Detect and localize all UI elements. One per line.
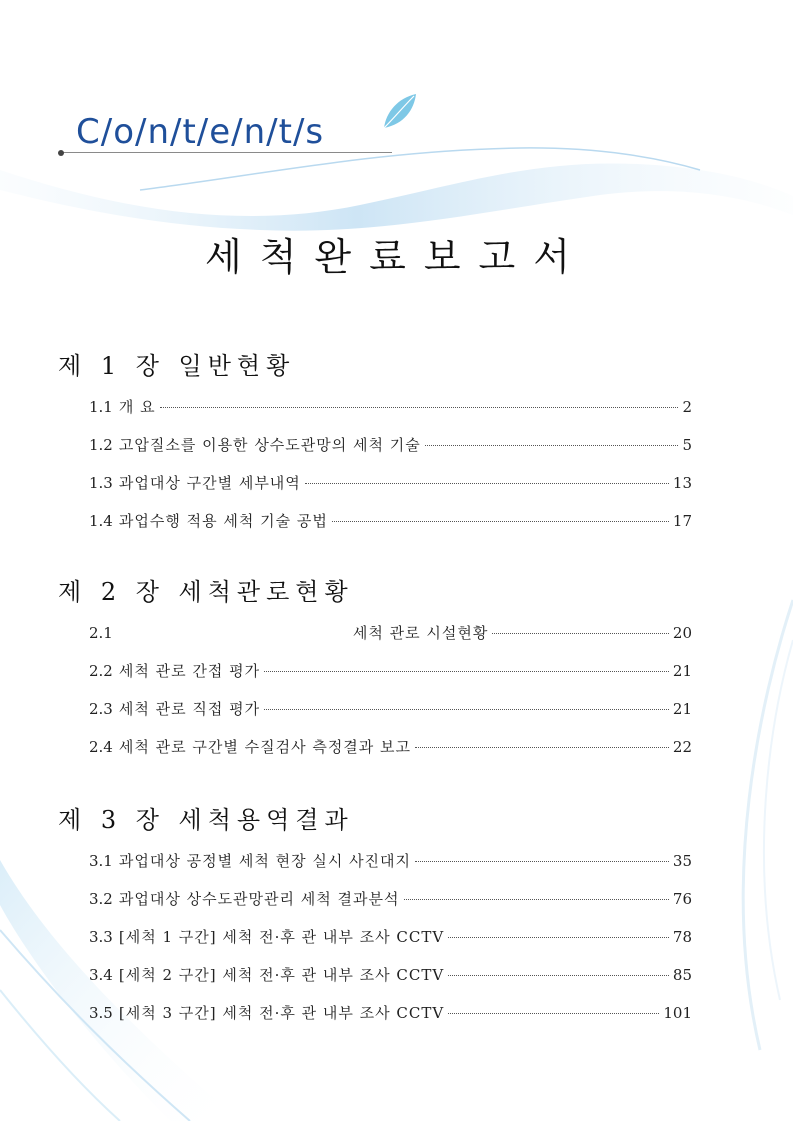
toc-entry[interactable] <box>89 1002 692 1026</box>
dot-leader <box>415 861 669 862</box>
entry-page: 35 <box>672 852 692 870</box>
toc-entry[interactable] <box>89 926 692 950</box>
entry-label: [세척 3 구간] 세척 전·후 관 내부 조사 CCTV <box>118 1004 445 1022</box>
toc-entry[interactable] <box>89 964 692 988</box>
dot-leader <box>332 521 669 522</box>
entry-label: 세척 관로 구간별 수질검사 측정결과 보고 <box>118 738 412 756</box>
entry-label: 과업대상 구간별 세부내역 <box>118 474 301 492</box>
entry-label: 세척 관로 직접 평가 <box>118 700 261 718</box>
dot-leader <box>160 407 679 408</box>
entry-number: 2.4 <box>89 738 113 756</box>
entry-label: 과업수행 적용 세척 기술 공법 <box>118 512 328 530</box>
toc-entry[interactable] <box>89 850 692 874</box>
dot-leader <box>305 483 669 484</box>
toc-entry[interactable] <box>89 472 692 496</box>
entry-page: 13 <box>672 474 692 492</box>
chapter-title: 제 1 장 일반현황 <box>58 352 296 380</box>
entry-label: 세척 관로 간접 평가 <box>118 662 261 680</box>
chapter-title: 제 3 장 세척용역결과 <box>58 806 354 834</box>
entry-number: 1.4 <box>89 512 113 530</box>
entry-page: 21 <box>672 700 692 718</box>
entry-label: 세척 관로 시설현황 <box>352 624 489 642</box>
entry-page: 5 <box>682 436 692 454</box>
toc-entry[interactable] <box>89 698 692 722</box>
entry-label: 개 요 <box>118 398 156 416</box>
dot-leader <box>415 747 669 748</box>
entry-label: 고압질소를 이용한 상수도관망의 세척 기술 <box>118 436 421 454</box>
toc-entry[interactable] <box>89 434 692 458</box>
entry-page: 76 <box>672 890 692 908</box>
entry-page: 101 <box>663 1004 692 1022</box>
toc-entry[interactable] <box>89 622 692 646</box>
dot-leader <box>448 937 669 938</box>
toc-entry[interactable] <box>89 888 692 912</box>
entry-page: 78 <box>672 928 692 946</box>
entry-number: 3.2 <box>89 890 113 908</box>
entry-label: 과업대상 상수도관망관리 세척 결과분석 <box>118 890 400 908</box>
entry-page: 85 <box>672 966 692 984</box>
logo-dot <box>58 150 64 156</box>
entry-page: 20 <box>672 624 692 642</box>
entry-page: 2 <box>682 398 692 416</box>
dot-leader <box>264 671 669 672</box>
dot-leader <box>404 899 669 900</box>
toc-entry[interactable] <box>89 660 692 684</box>
entry-number: 3.3 <box>89 928 113 946</box>
leaf-icon <box>380 92 420 132</box>
dot-leader <box>448 1013 659 1014</box>
dot-leader <box>448 975 669 976</box>
entry-label: [세척 2 구간] 세척 전·후 관 내부 조사 CCTV <box>118 966 445 984</box>
entry-page: 21 <box>672 662 692 680</box>
entry-number: 1.3 <box>89 474 113 492</box>
entry-number: 2.3 <box>89 700 113 718</box>
dot-leader <box>264 709 669 710</box>
entry-label: 과업대상 공정별 세척 현장 실시 사진대지 <box>118 852 412 870</box>
toc-entry[interactable] <box>89 736 692 760</box>
entry-page: 17 <box>672 512 692 530</box>
entry-number: 2.1 <box>89 624 113 642</box>
entry-number: 3.1 <box>89 852 113 870</box>
document-title: 세척완료보고서 <box>205 235 588 279</box>
entry-number: 3.4 <box>89 966 113 984</box>
entry-page: 22 <box>672 738 692 756</box>
entry-number: 1.1 <box>89 398 113 416</box>
contents-logo-text: C/o/n/t/e/n/t/s <box>76 112 325 152</box>
logo-underline <box>62 152 392 153</box>
dot-leader <box>492 633 669 634</box>
chapter-title: 제 2 장 세척관로현황 <box>58 578 354 606</box>
toc-entry[interactable] <box>89 510 692 534</box>
toc-entry[interactable] <box>89 396 692 420</box>
entry-label: [세척 1 구간] 세척 전·후 관 내부 조사 CCTV <box>118 928 445 946</box>
entry-number: 3.5 <box>89 1004 113 1022</box>
entry-number: 1.2 <box>89 436 113 454</box>
dot-leader <box>425 445 679 446</box>
entry-number: 2.2 <box>89 662 113 680</box>
